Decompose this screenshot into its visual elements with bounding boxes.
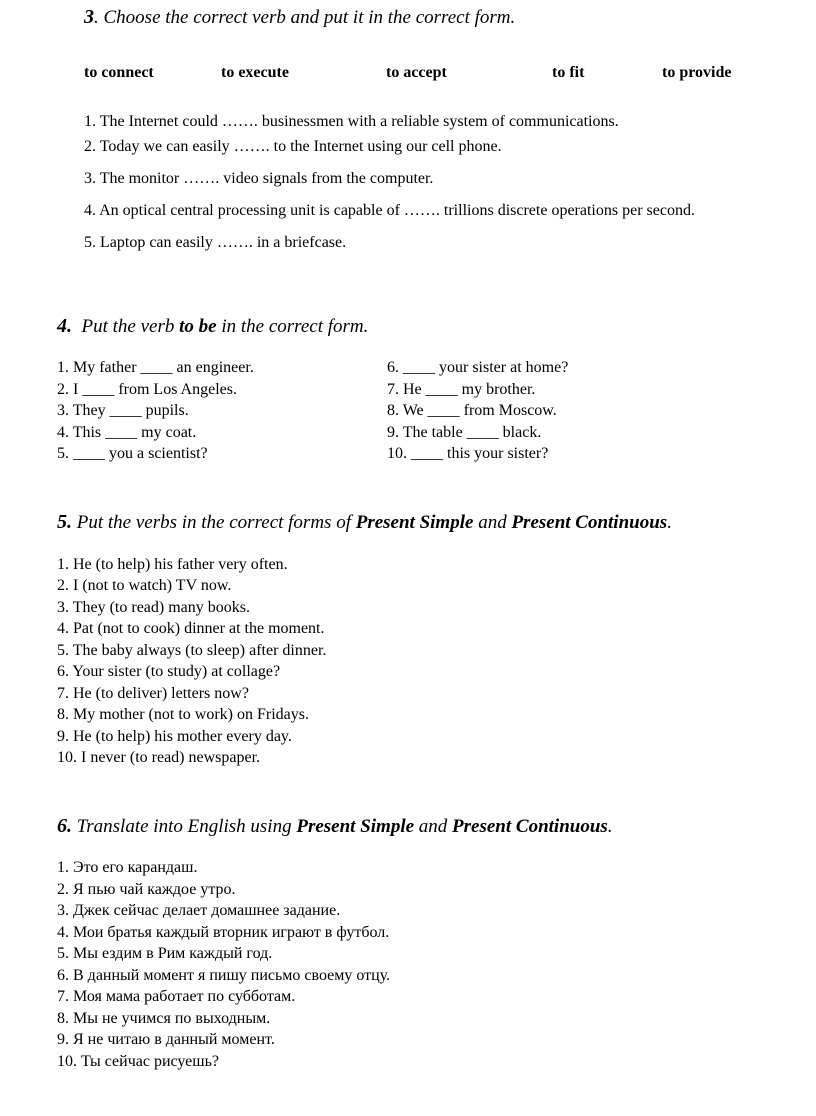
task4-item: 6. ____ your sister at home? (387, 359, 569, 376)
task4-item: 1. My father ____ an engineer. (57, 359, 254, 376)
task5-item: 9. He (to help) his mother every day. (57, 728, 292, 745)
task6-title-mid: and (414, 816, 453, 837)
task4-item: 4. This ____ my coat. (57, 424, 197, 441)
task3-heading (84, 6, 515, 29)
task6-item: 9. Я не читаю в данный момент. (57, 1031, 275, 1048)
verb-option: to provide (662, 64, 732, 81)
task5-title-post: . (667, 512, 672, 533)
task3-number: 3 (84, 6, 94, 28)
task4-number: 4. (57, 315, 72, 337)
task5-title-bold2: Present Continuous (511, 512, 668, 533)
task6-heading (57, 815, 613, 838)
task4-item: 10. ____ this your sister? (387, 445, 549, 462)
task3-item: 1. The Internet could ……. businessmen with a reliable system of communications. (84, 113, 619, 130)
task5-item: 3. They (to read) many books. (57, 599, 250, 616)
verb-option: to accept (386, 64, 447, 81)
task6-item: 1. Это его карандаш. (57, 859, 198, 876)
task5-item: 5. The baby always (to sleep) after dinner. (57, 642, 327, 659)
task5-title-pre: Put the verbs in the correct forms of (72, 512, 356, 533)
verb-option: to execute (221, 64, 289, 81)
task6-item: 6. В данный момент я пишу письмо своему отцу. (57, 967, 391, 984)
task6-title-bold1: Present Simple (296, 816, 415, 837)
task5-item: 8. My mother (not to work) on Fridays. (57, 706, 309, 723)
task4-item: 5. ____ you a scientist? (57, 445, 208, 462)
task3-item: 3. The monitor ……. video signals from the computer. (84, 170, 434, 187)
task6-item: 5. Мы ездим в Рим каждый год. (57, 945, 273, 962)
task5-item: 7. He (to deliver) letters now? (57, 685, 249, 702)
task5-heading (57, 511, 672, 534)
task6-item: 2. Я пью чай каждое утро. (57, 881, 236, 898)
verb-option: to connect (84, 64, 154, 81)
task4-title-pre: Put the verb (72, 316, 180, 337)
verb-option: to fit (552, 64, 585, 81)
task4-item: 3. They ____ pupils. (57, 402, 189, 419)
task5-item: 10. I never (to read) newspaper. (57, 749, 261, 766)
task5-number: 5. (57, 511, 72, 533)
task4-item: 8. We ____ from Moscow. (387, 402, 557, 419)
task5-item: 6. Your sister (to study) at collage? (57, 663, 281, 680)
task4-heading (57, 315, 368, 338)
task6-title-bold2: Present Continuous (452, 816, 608, 837)
task6-title-post: . (607, 816, 613, 837)
task3-item: 5. Laptop can easily ……. in a briefcase. (84, 234, 347, 251)
task6-item: 4. Мои братья каждый вторник играют в футбол. (57, 924, 390, 941)
task4-item: 2. I ____ from Los Angeles. (57, 381, 237, 398)
task4-title-post: in the correct form. (216, 316, 369, 337)
task3-item: 4. An optical central processing unit is capable of ……. trillions discrete operations per second. (84, 202, 695, 219)
task4-title-bold: to be (179, 316, 217, 337)
task3-title: . Choose the correct verb and put it in the correct form. (94, 7, 516, 28)
task5-item: 4. Pat (not to cook) dinner at the moment. (57, 620, 325, 637)
task6-item: 3. Джек сейчас делает домашнее задание. (57, 902, 341, 919)
task3-item: 2. Today we can easily ……. to the Internet using our cell phone. (84, 138, 502, 155)
task5-item: 2. I (not to watch) TV now. (57, 577, 232, 594)
task6-item: 7. Моя мама работает по субботам. (57, 988, 296, 1005)
verb-list (84, 64, 784, 86)
task6-item: 10. Ты сейчас рисуешь? (57, 1053, 219, 1070)
task5-title-mid: and (473, 512, 512, 533)
task5-item: 1. He (to help) his father very often. (57, 556, 288, 573)
task5-title-bold1: Present Simple (355, 512, 474, 533)
task6-item: 8. Мы не учимся по выходным. (57, 1010, 271, 1027)
task4-item: 7. He ____ my brother. (387, 381, 536, 398)
task6-number: 6. (57, 815, 72, 837)
task6-title-pre: Translate into English using (72, 816, 297, 837)
task4-item: 9. The table ____ black. (387, 424, 542, 441)
